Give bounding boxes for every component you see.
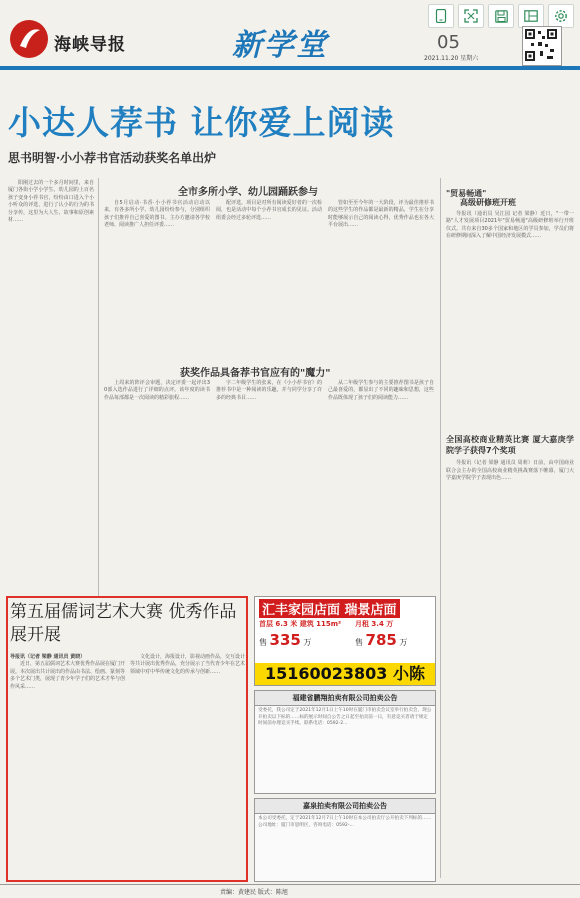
- ad-price-b: [355, 631, 407, 649]
- ad-title: 汇丰家园店面 瑞景店面: [259, 599, 400, 618]
- article-right-column: [446, 190, 574, 880]
- section1-text-a: 自5月启动·书香·小小荐书官活动启动以来，有各多所小学、幼儿园纷纷参与，分别组织孩子们推荐自己喜爱的图书。主办方邀请各学校老师、阅读推广人担任评委……: [104, 200, 210, 229]
- section1-text-c: 管如至至今年的一大阶段，评为最佳推荐书的这些学生的作品都是最新的精品，学生在分享时能够展示自己的阅读心得，优秀作品也在各大平台展出……: [328, 200, 434, 229]
- layout-icon[interactable]: [518, 4, 544, 28]
- section1-column-b: [216, 200, 322, 350]
- right-article-body1: 导报讯（通讯员 吴江园 记者 梁静）近日，"一带一路"人才发展项目2021年"贸易畅通"高级研修班举行开班仪式。共有来自30多个国家和地区的学员参加，学员们将在研修期间深入了解中国经济发展模式……: [446, 210, 574, 240]
- footer-divider: [0, 884, 580, 885]
- right-article-title-line2: 高级研修班开班: [460, 198, 516, 208]
- notice2-body: 本公司受委托，定于2021年12月7日上午10时在本公司拍卖厅公开拍卖下列标的……公司地址：厦门市思明区，咨询电话：0592-...: [258, 816, 432, 828]
- exhibit-text-a: 近日，第五届儒词艺术大赛优秀作品展在厦门开展。本次展出共计展出的作品由书法、绘画、篆刻等多个艺术门类，展现了青少年学子们的艺术才华与创作风采……: [10, 661, 126, 690]
- right-article-body2: 导报讯（记者 梁静 通讯员 周莉）日前，由中国商业联合会主办的全国高校商业精英挑战赛落下帷幕，厦门大学嘉庚学院学子表现出色……: [446, 460, 574, 482]
- main-headline: 小达人荐书 让你爱上阅读: [8, 103, 395, 142]
- tablet-icon[interactable]: [428, 4, 454, 28]
- ad-phone: 15160023803 小陈: [255, 663, 435, 685]
- section2-text-c: 从二年级学生参与的主要推荐图书是孩子自己最喜爱的，都显出了不同的趣味和思想，这些作品既体现了孩子们的阅读能力……: [328, 380, 434, 401]
- notice1-body: 受委托，我公司定于2021年12月1日上午10时在厦门市拍卖会议室举行拍卖会，现公开拍卖以下标的……标的展示时间自公告之日起至拍卖前一日，有意竞买者请于规定时间前办理竞买手续。联系电话：0592-2...: [258, 708, 432, 727]
- newspaper-name: 海峡导报: [54, 35, 126, 55]
- section2-text-b: 字二年级学生的张来，在《小小荐书官》的推荐书中是一种阅读的乐趣，并与同学分享了许多的经典书目……: [216, 380, 322, 401]
- qr-code-icon: [522, 26, 562, 66]
- left-col-text: 阳刚过去的一个多月时间里，来自厦门各街小学小学生、幼儿园的上百名孩子变身小荐书官，纷纷由口进入个小小听众的评选，进行了认小的行为的书分享传，这里为大人生、故事和原创素材……: [8, 180, 94, 224]
- notice2-title: 嘉泉拍卖有限公司拍卖公告: [255, 799, 435, 814]
- real-estate-ad[interactable]: [254, 596, 436, 686]
- section2-text-a: 上周来的阵评会审题，决定评委一起评出30部入选作品进行了详细的点评。该年度的读书作品每部都是一次阅读的精彩旅程……: [104, 380, 210, 401]
- column-title: 新学堂: [232, 28, 328, 63]
- auction-notice-2: [254, 798, 436, 882]
- newspaper-logo-icon: [10, 20, 48, 58]
- section-title-participation: 全市多所小学、幼儿园踊跃参与: [178, 187, 318, 198]
- editor-credits: 责编：黄建民 版式：陈旭: [220, 889, 288, 896]
- section2-column-a: [104, 380, 210, 585]
- section1-column-a: [104, 200, 210, 350]
- ad-price-a-prefix: 售: [259, 638, 267, 647]
- section2-column-c: [328, 380, 434, 585]
- article-left-column: [8, 180, 94, 590]
- right-article-title-line1: "贸易畅通": [446, 189, 487, 198]
- exhibit-column-a: [10, 654, 125, 876]
- section2-column-b: [216, 380, 322, 585]
- exhibit-text-b: 文化设计，海报设计，影视动画作品，交互设计等共计展出优秀作品，充分展示了当代青少年在艺术领域中对中华传统文化的传承与创新……: [130, 654, 246, 675]
- column-divider: [98, 178, 99, 598]
- ad-price-b-number: 785: [365, 631, 397, 649]
- ad-price-b-prefix: 售: [355, 638, 363, 647]
- exhibit-column-b: [130, 654, 245, 876]
- ad-spec-a: 首层 6.3 米 建筑 115m²: [259, 620, 342, 628]
- ad-price-a-unit: 万: [303, 638, 312, 647]
- ad-price-b-unit: 万: [399, 638, 408, 647]
- section-title-magic: 获奖作品具备荐书官应有的"魔力": [180, 368, 331, 379]
- main-subheadline: 思书明智·小小荐书官活动获奖名单出炉: [8, 151, 217, 165]
- section1-column-c: [328, 200, 434, 350]
- auction-notice-1: [254, 690, 436, 794]
- viewer-toolbar: [428, 4, 574, 26]
- section1-text-b: 配评选，项目是对所有阅读爱好者的一次检阅，也是活动中每个小荐书官成长的见证。活动组委会经过多轮评选……: [216, 200, 322, 221]
- exhibit-article-title: 第五届儒词艺术大赛 优秀作品展开展: [10, 602, 237, 645]
- ad-spec-b: 月租 3.4 万: [355, 620, 394, 628]
- save-icon[interactable]: [488, 4, 514, 28]
- right-column-divider: [440, 178, 441, 878]
- issue-date: 2021.11.20 星期六: [424, 55, 479, 62]
- fullscreen-icon[interactable]: [458, 4, 484, 28]
- right-article-title2: 全国高校商业精英比赛 厦大嘉庚学院学子获得7个奖项: [446, 435, 574, 456]
- page-number: 05: [437, 32, 460, 53]
- settings-icon[interactable]: [548, 4, 574, 28]
- ad-price-a: [259, 631, 311, 649]
- masthead-divider: [0, 66, 580, 70]
- notice1-title: 福建省鹏翔拍卖有限公司拍卖公告: [255, 691, 435, 706]
- ad-price-a-number: 335: [269, 631, 301, 649]
- exhibit-byline: 导报讯（记者 梁静 通讯员 黄晓）: [10, 654, 86, 660]
